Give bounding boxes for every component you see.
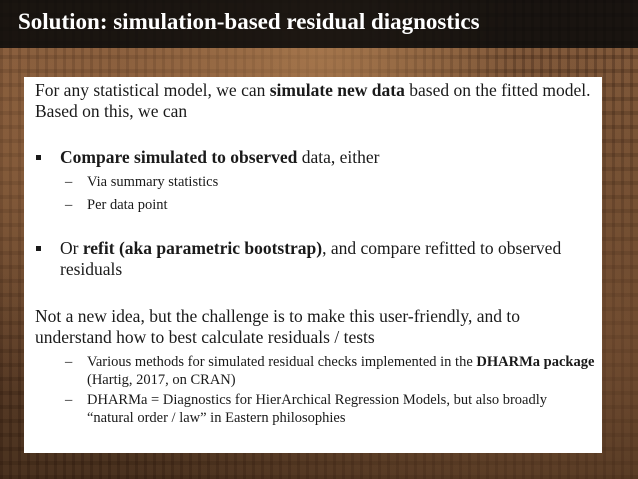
sub3-text-a: Various methods for simulated residual checks implemented in the [87,354,477,370]
dash-icon: – [65,392,73,408]
sub1-text: Via summary statistics [87,174,219,190]
slide-body [35,80,595,427]
square-bullet-icon [36,246,41,251]
bullet-refit [35,238,595,280]
sub4-text: DHARMa = Diagnostics for HierArchical Regression Models, but also broadly “natural order / law” in Eastern philosophies [87,392,548,426]
bullet-compare [35,147,595,168]
dash-icon: – [65,197,73,213]
sub-item-per-point [35,196,595,214]
sub-item-dharma-package [35,353,595,389]
title-bar [0,0,638,48]
intro-paragraph [35,80,595,122]
square-bullet-icon [36,155,41,160]
intro-text-bold: simulate new data [269,80,405,100]
sub3-bold: DHARMa package [476,354,595,370]
intro-text-c: based on the fitted model. Based on this, we can [35,80,591,121]
sub-item-dharma-meaning [35,391,595,427]
sub2-text: Per data point [87,197,168,213]
slide-title: Solution: simulation-based residual diagnostics [18,9,480,34]
challenge-paragraph: Not a new idea, but the challenge is to make this user-friendly, and to understand how to best calculate residuals / tests [35,306,520,347]
bullet2-text-c: , and compare refitted to observed residuals [60,238,562,279]
sub-item-summary [35,173,595,191]
dash-icon: – [65,354,73,370]
bullet1-text: data, either [297,147,380,167]
sub3-text-c: (Hartig, 2017, on CRAN) [87,372,236,388]
bullet2-text-a: Or [60,238,83,258]
intro-text-a: For any statistical model, we can [35,80,270,100]
dash-icon: – [65,174,73,190]
bullet1-bold: Compare simulated to observed [60,147,298,167]
bullet2-bold: refit (aka parametric bootstrap) [82,238,323,258]
